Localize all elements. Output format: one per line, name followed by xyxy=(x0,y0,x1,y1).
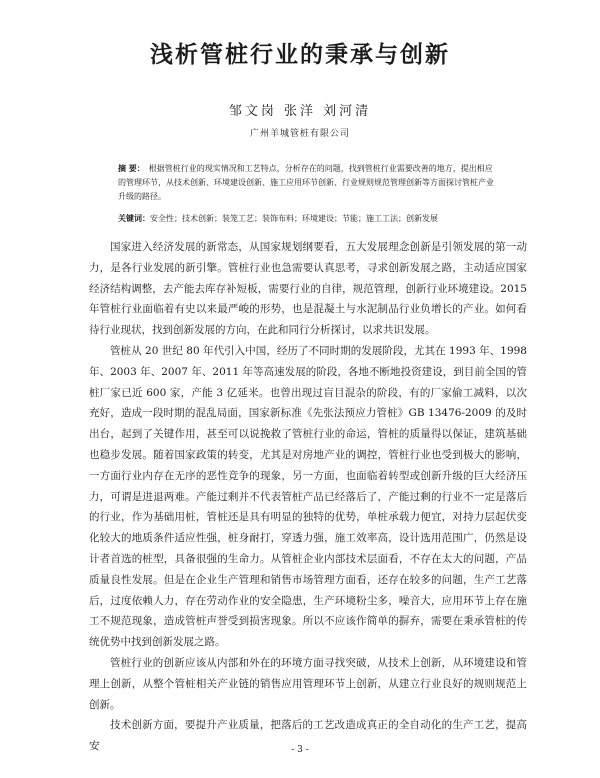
keywords-text: 安全性；技术创新；装笼工艺；装饰布料；环境建设；节能；施工工法；创新发展 xyxy=(150,214,438,223)
affiliation: 广州羊城管桩有限公司 xyxy=(249,129,350,139)
abstract-text: 根据管桩行业的现实情况和工艺特点，分析存在的问题，找到管桩行业需要改善的地方，提出相应的管理环节，从技术创新、环境建设创新、施工应用环节创新、行业规则规范管理创新等方面探讨管桩产业升级的路径。 xyxy=(118,164,494,201)
page-number: - 3 - xyxy=(291,745,309,755)
paragraph: 国家进入经济发展的新常态，从国家规划纲要看，五大发展理念创新是引领发展的第一动力，是各行业发展的新引擎。管桩行业也急需要认真思考，寻求创新发展之路，主动适应国家经济结构调整，去产能去库存补短板，需要行业的自律，规范管理，创新行业环境建设。2015 年管桩行业面临着有史以来最严峻的形势，也是混凝土与水泥制品行业负增长的产业。如何看待行业现状，找到创新发展的方向，在此和同行分析探讨，以求共识发展。 xyxy=(89,241,527,337)
abstract-label: 摘 要： xyxy=(118,163,145,173)
paragraph: 管桩从 20 世纪 80 年代引入中国，经历了不同时期的发展阶段，尤其在 1993 年、1998 年、2003 年、2007 年、2011 年等高速发展的阶段，各地不断地投资建设，到目前全国的管桩厂家已近 600 家，产能 3 亿延米。也曾出现过盲目混杂的阶段，有的厂家偷工减料，以次充好，造成一段时期的混乱局面，国家新标准《先张法预应力管桩》GB 13476-2009 的及时出台，起到了关键作用，甚至可以说挽救了管桩行业的命运，管桩的质量得以保证，建筑基础也稳步发展。随着国家政策的转变，尤其是对房地产业的调控，管桩行业也受到极大的影响，一方面行业内存在无序的恶性竞争的现象，另一方面，也面临着转型或创新升级的巨大经济压力，可谓是进退两难。产能过剩并不代表管桩产品已经落后了，产能过剩的行业不一定是落后的行业，作为基础用桩，管桩还是具有明显的独特的优势，单桩承载力便宜，对持力层起伏变化较大的地质条件适应性强，桩身耐打，穿透力强，施工效率高，设计选用范围广，仍然是设计者首选的桩型，具备很强的生命力。从管桩企业内部技术层面看，不存在太大的问题，产品质量良性发展。但是在企业生产管理和销售市场管理方面看，还存在较多的问题，生产工艺落后，过度依赖人力，存在劳动作业的安全隐患，生产环境粉尘多，噪音大，应用环节上存在施工不规范现象，造成管桩声誉受到损害现象。所以不应该作简单的摒弃，需要在秉承管桩的传统优势中找到创新发展之路。 xyxy=(89,344,527,649)
paper-title: 浅析管桩行业的秉承与创新 xyxy=(150,42,450,68)
abstract xyxy=(118,161,500,204)
body-text xyxy=(89,237,527,757)
paragraph: 管桩行业的创新应该从内部和外在的环境方面寻找突破，从技术上创新，从环境建设和管理上创新，从整个管桩相关产业链的销售应用管理环节上创新，从建立行业良好的规则规范上创新。 xyxy=(89,656,527,711)
authors: 邹文岗 张洋 刘河清 xyxy=(228,104,372,119)
keywords xyxy=(118,211,500,226)
paragraph: 技术创新方面，要提升产业质量，把落后的工艺改造成真正的全自动化的生产工艺，提高安 xyxy=(89,719,527,753)
keywords-label: 关键词： xyxy=(118,213,150,223)
